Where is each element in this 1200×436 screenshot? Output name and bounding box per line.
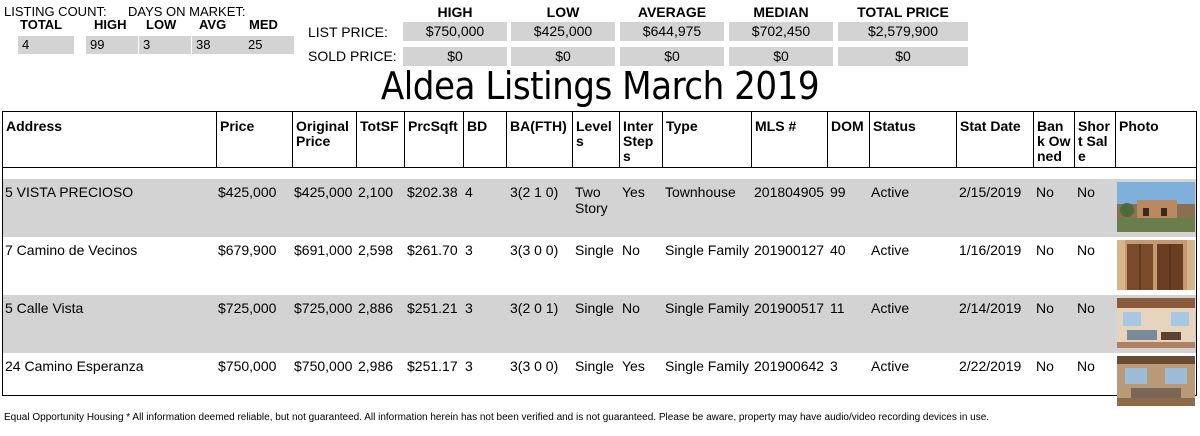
cell-status: Active	[871, 300, 910, 316]
cell-price: $725,000	[218, 300, 277, 316]
column-header-price: Price	[217, 112, 293, 167]
avg-label: AVG	[199, 17, 227, 32]
cell-bd: 3	[465, 358, 473, 374]
listing-count-label: LISTING COUNT:	[4, 4, 107, 19]
list-price-label: LIST PRICE:	[308, 24, 388, 40]
column-header-mls: MLS #	[752, 112, 828, 167]
column-header-photo: Photo	[1119, 118, 1159, 134]
sold-price-median: $0	[729, 47, 833, 66]
cell-dom: 99	[830, 184, 846, 200]
cell-type: Single Family	[665, 358, 750, 374]
cell-prcsqft: $261.70	[407, 242, 458, 258]
cell-bank-owned: No	[1036, 300, 1054, 316]
wooden-gate-photo[interactable]	[1117, 240, 1195, 290]
cell-ba-fth: 3(2 0 1)	[510, 300, 559, 316]
cell-type: Single Family	[665, 242, 750, 258]
dom-high: 99	[86, 36, 138, 54]
header-divider	[3, 167, 1196, 168]
cell-dom: 40	[830, 242, 846, 258]
days-on-market-label: DAYS ON MARKET:	[128, 4, 246, 19]
column-header-type: Type	[663, 112, 752, 167]
column-header-ba-fth: BA(FTH)	[507, 112, 573, 167]
cell-address: 5 Calle Vista	[5, 300, 84, 316]
sold-price-total: $0	[838, 47, 968, 66]
cell-ba-fth: 3(2 1 0)	[510, 184, 559, 200]
house-exterior-photo[interactable]	[1117, 182, 1195, 232]
column-header-prcsqft: PrcSqft	[405, 112, 464, 167]
list-price-median: $702,450	[729, 22, 833, 41]
list-price-average: $644,975	[620, 22, 724, 41]
column-header-bd: BD	[464, 112, 507, 167]
price-header-high: HIGH	[437, 4, 473, 20]
column-header-status: Status	[870, 112, 957, 167]
table-row	[3, 179, 1196, 237]
cell-bd: 3	[465, 300, 473, 316]
dom-low: 3	[139, 36, 191, 54]
page-title: Aldea Listings March 2019	[380, 64, 820, 108]
price-header-total: TOTAL PRICE	[857, 4, 949, 20]
sold-price-average: $0	[620, 47, 724, 66]
cell-prcsqft: $202.38	[407, 184, 458, 200]
total-label: TOTAL	[20, 17, 63, 32]
dom-avg: 38	[192, 36, 244, 54]
cell-levels: Two Story	[575, 184, 608, 216]
cell-totsf: 2,886	[358, 300, 394, 316]
cell-stat-date: 2/14/2019	[959, 300, 1022, 316]
list-price-total: $2,579,900	[838, 22, 968, 41]
cell-address: 5 VISTA PRECIOSO	[5, 184, 134, 200]
cell-original-price: $425,000	[294, 184, 353, 200]
cell-status: Active	[871, 242, 910, 258]
cell-prcsqft: $251.21	[407, 300, 458, 316]
list-price-low: $425,000	[511, 22, 615, 41]
column-header-address: Address	[3, 112, 217, 167]
cell-mls: 201900517	[754, 300, 825, 316]
sold-price-label: SOLD PRICE:	[308, 48, 397, 64]
cell-dom: 11	[830, 300, 845, 316]
column-header-totsf: TotSF	[357, 112, 405, 167]
low-label: LOW	[146, 17, 177, 32]
cell-intersteps: No	[622, 300, 640, 316]
column-header-original-price: Original Price	[293, 112, 357, 167]
cell-short-sale: No	[1077, 242, 1095, 258]
cell-address: 24 Camino Esperanza	[5, 358, 144, 374]
column-header-bank-owned: Bank Owned	[1034, 112, 1075, 167]
cell-original-price: $725,000	[294, 300, 353, 316]
cell-intersteps: No	[622, 242, 640, 258]
med-label: MED	[249, 17, 278, 32]
cell-type: Townhouse	[665, 184, 736, 200]
cell-original-price: $750,000	[294, 358, 353, 374]
high-label: HIGH	[94, 17, 127, 32]
sold-price-high: $0	[403, 47, 507, 66]
price-header-low: LOW	[546, 4, 580, 20]
cell-totsf: 2,598	[358, 242, 394, 258]
cell-stat-date: 2/15/2019	[959, 184, 1022, 200]
cell-bank-owned: No	[1036, 358, 1054, 374]
cell-stat-date: 2/22/2019	[959, 358, 1022, 374]
cell-ba-fth: 3(3 0 0)	[510, 358, 559, 374]
cell-prcsqft: $251.17	[407, 358, 458, 374]
cell-bank-owned: No	[1036, 242, 1054, 258]
cell-bd: 3	[465, 242, 473, 258]
cell-type: Single Family	[665, 300, 750, 316]
column-header-intersteps: InterSteps	[620, 112, 663, 167]
cell-mls: 201900642	[754, 358, 825, 374]
column-header-short-sale: Short Sale	[1075, 112, 1116, 167]
cell-original-price: $691,000	[294, 242, 353, 258]
column-header-levels: Levels	[573, 112, 620, 167]
cell-levels: Single	[575, 358, 614, 374]
dom-med: 25	[244, 36, 294, 54]
cell-ba-fth: 3(3 0 0)	[510, 242, 559, 258]
price-header-median: MEDIAN	[753, 4, 809, 20]
table-row	[3, 295, 1196, 353]
listings-table	[2, 111, 1197, 396]
column-header-stat-date: Stat Date	[957, 112, 1034, 167]
sold-price-low: $0	[511, 47, 615, 66]
disclaimer: Equal Opportunity Housing * All information deemed reliable, but not guaranteed. All information herein has not been verified and is not guaranteed. Please be aware, property may have audio/video recording devices in use.	[4, 412, 990, 423]
cell-levels: Single	[575, 242, 614, 258]
table-row	[3, 237, 1196, 295]
living-room-photo[interactable]	[1117, 298, 1195, 348]
price-header-average: AVERAGE	[637, 4, 707, 20]
cell-mls: 201900127	[754, 242, 825, 258]
cell-short-sale: No	[1077, 184, 1095, 200]
cell-short-sale: No	[1077, 358, 1095, 374]
column-header-dom: DOM	[828, 112, 870, 167]
cell-intersteps: Yes	[622, 358, 645, 374]
cell-short-sale: No	[1077, 300, 1095, 316]
table-row	[3, 353, 1196, 411]
interior-photo[interactable]	[1117, 356, 1195, 406]
cell-totsf: 2,100	[358, 184, 394, 200]
cell-dom: 3	[830, 358, 838, 374]
cell-bd: 4	[465, 184, 473, 200]
list-price-high: $750,000	[403, 22, 507, 41]
cell-levels: Single	[575, 300, 614, 316]
cell-price: $425,000	[218, 184, 277, 200]
cell-totsf: 2,986	[358, 358, 394, 374]
cell-status: Active	[871, 358, 910, 374]
listing-total: 4	[18, 36, 74, 54]
cell-stat-date: 1/16/2019	[959, 242, 1022, 258]
cell-price: $679,900	[218, 242, 277, 258]
cell-mls: 201804905	[754, 184, 825, 200]
cell-address: 7 Camino de Vecinos	[5, 242, 138, 258]
cell-price: $750,000	[218, 358, 277, 374]
cell-intersteps: Yes	[622, 184, 645, 200]
cell-bank-owned: No	[1036, 184, 1054, 200]
cell-status: Active	[871, 184, 910, 200]
